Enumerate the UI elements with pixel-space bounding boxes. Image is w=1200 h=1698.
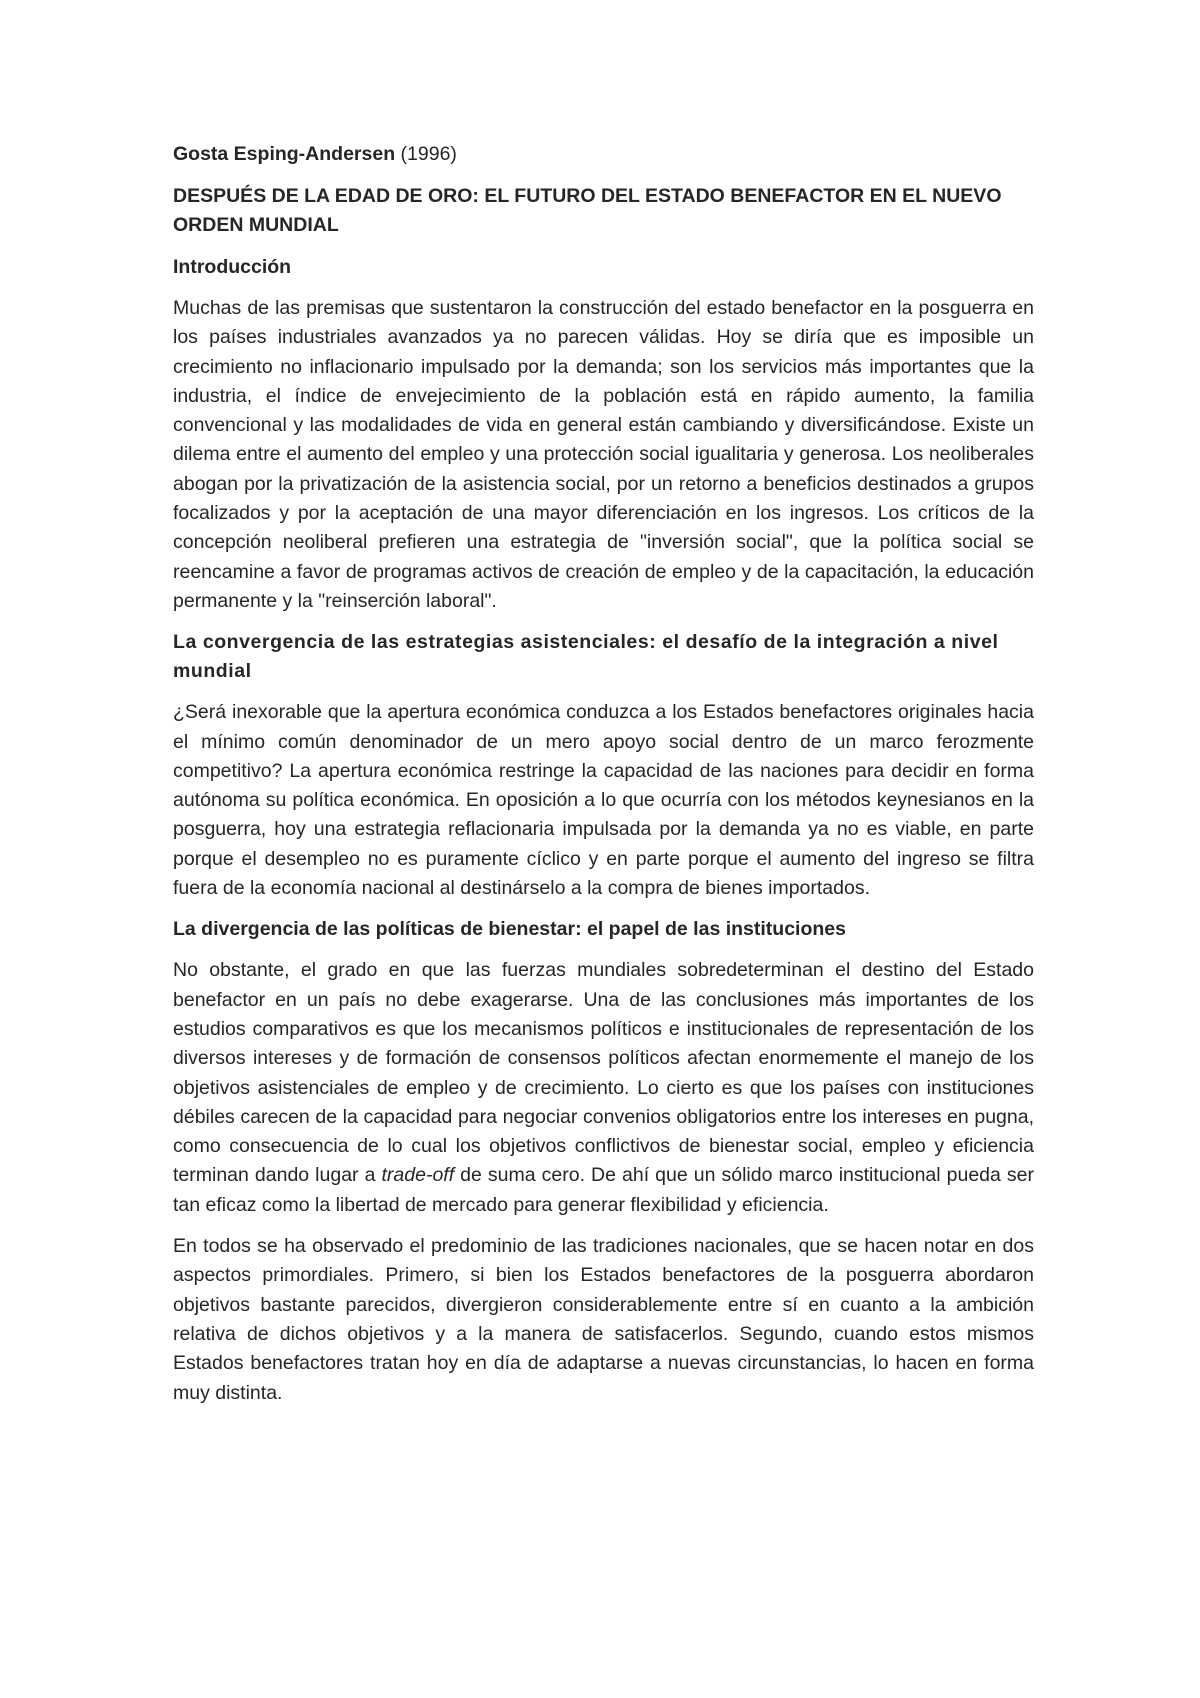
paragraph-convergencia: ¿Será inexorable que la apertura económica conduzca a los Estados benefactores originales hacia el mínimo común denominador de un mero apoyo social dentro de un marco ferozmente competitivo? La apertura económica restringe la capacidad de las naciones para decidir en forma autónoma su política económica. En oposición a lo que ocurría con los métodos keynesianos en la posguerra, hoy una estrategia reflacionaria impulsada por la demanda ya no es viable, en parte porque el desempleo no es puramente cíclico y en parte porque el aumento del ingreso se filtra fuera de la economía nacional al destinárselo a la compra de bienes importados. (173, 701, 1034, 900)
paragraph-divergencia-1 (173, 956, 1034, 1220)
paragraph-divergencia-2: En todos se ha observado el predominio de las tradiciones nacionales, que se hacen notar en dos aspectos primordiales. Primero, si bien los Estados benefactores de la posguerra abordaron objetivos bastante parecidos, divergieron considerablemente entre sí en cuanto a la ambición relativa de dichos objetivos y a la manera de satisfacerlos. Segundo, cuando estos mismos Estados benefactores tratan hoy en día de adaptarse a nuevas circunstancias, lo hacen en forma muy distinta. (173, 1235, 1034, 1404)
paragraph-introduccion: Muchas de las premisas que sustentaron la construcción del estado benefactor en la posguerra en los países industriales avanzados ya no parecen válidas. Hoy se diría que es imposible un crecimiento no inflacionario impulsado por la demanda; son los servicios más importantes que la industria, el índice de envejecimiento de la población está en rápido aumento, la familia convencional y las modalidades de vida en general están cambiando y diversificándose. Existe un dilema entre el aumento del empleo y una protección social igualitaria y generosa. Los neoliberales abogan por la privatización de la asistencia social, por un retorno a beneficios destinados a grupos focalizados y por la aceptación de una mayor diferenciación en los ingresos. Los críticos de la concepción neoliberal prefieren una estrategia de "inversión social", que la política social se reencamine a favor de programas activos de creación de empleo y de la capacitación, la educación permanente y la "reinserción laboral". (173, 297, 1034, 612)
paragraph-divergencia-1-part-b: de suma cero. De ahí que un sólido marco institucional pueda ser tan eficaz como la libertad de mercado para generar flexibilidad y eficiencia. (173, 1164, 1035, 1216)
section-heading-introduccion: Introducción (173, 256, 292, 278)
author-name: Gosta Esping-Andersen (173, 143, 396, 165)
term-trade-off: trade-off (381, 1164, 455, 1187)
section-heading-divergencia: La divergencia de las políticas de bienestar: el papel de las instituciones (173, 918, 846, 941)
author-line (173, 140, 1034, 169)
section-heading-convergencia: La convergencia de las estrategias asistenciales: el desafío de la integración a nivel mundial (173, 631, 999, 683)
document-title: DESPUÉS DE LA EDAD DE ORO: EL FUTURO DEL ESTADO BENEFACTOR EN EL NUEVO ORDEN MUNDIAL (173, 185, 1002, 236)
publication-year: (1996) (400, 143, 457, 165)
paragraph-divergencia-1-part-a: No obstante, el grado en que las fuerzas mundiales sobredeterminan el destino del Estado benefactor en un país no debe exagerarse. Una de las conclusiones más importantes de los estudios comparativos es que los mecanismos políticos e institucionales de representación de los diversos intereses y de formación de consensos políticos afectan enormemente el manejo de los objetivos asistenciales de empleo y de crecimiento. Lo cierto es que los países con instituciones débiles carecen de la capacidad para negociar convenios obligatorios entre los intereses en pugna, como consecuencia de lo cual los objetivos conflictivos de bienestar social, empleo y eficiencia terminan dando lugar a (173, 959, 1034, 1187)
